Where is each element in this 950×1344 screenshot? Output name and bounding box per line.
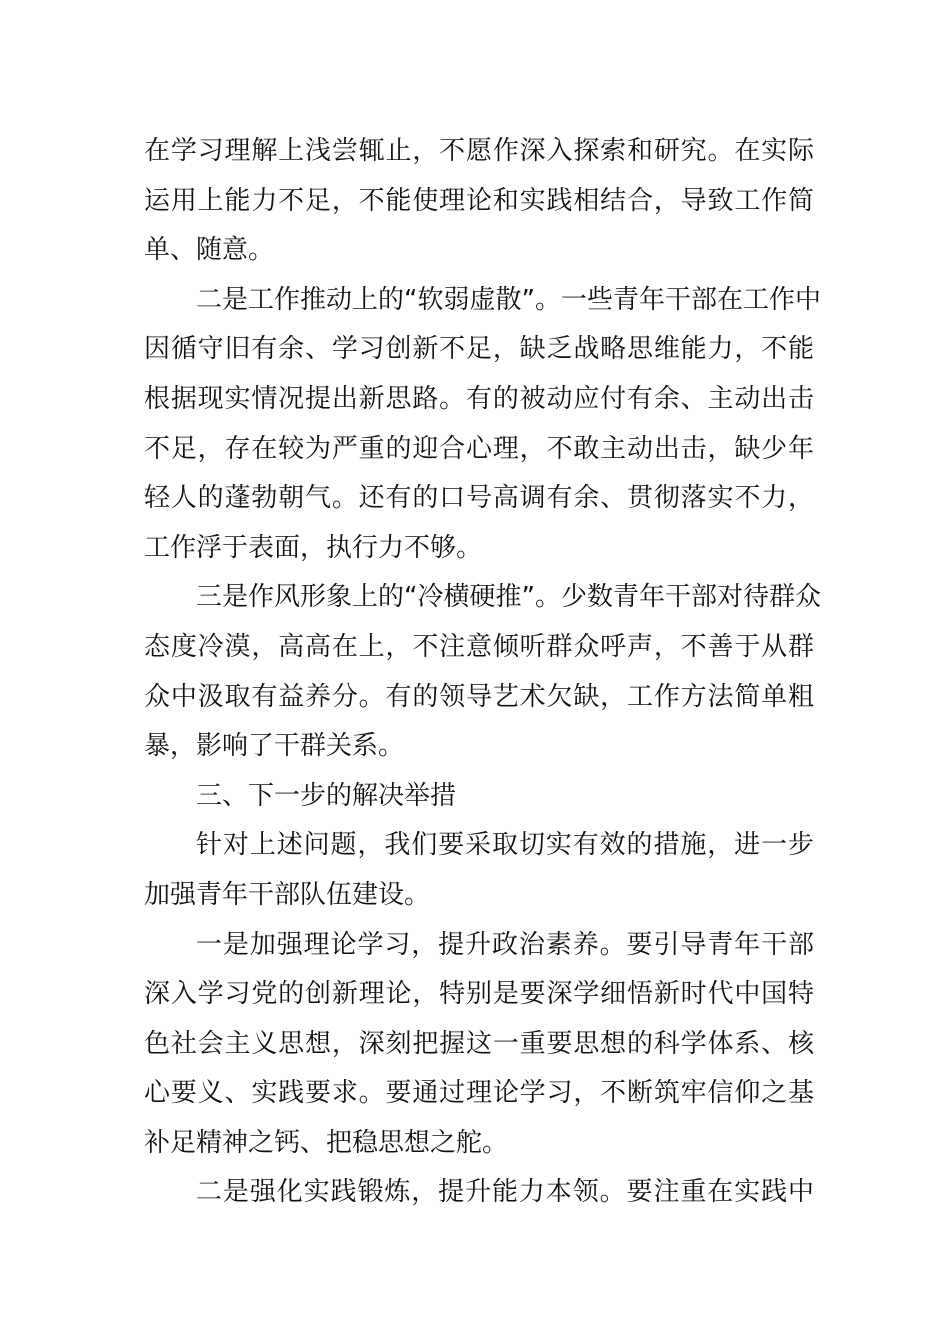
text-line: 在学习理解上浅尝辄止，不愿作深入探索和研究。在实际	[144, 136, 814, 166]
text-line: 因循守旧有余、学习创新不足，缺乏战略思维能力，不能	[144, 334, 814, 365]
text-line: 运用上能力不足，不能使理论和实践相结合，导致工作简	[144, 185, 814, 216]
text-line: 深入学习党的创新理论，特别是要深学细悟新时代中国特	[144, 979, 814, 1010]
text-line: 二是强化实践锻炼，提升能力本领。要注重在实践中	[196, 1177, 814, 1208]
text-line: 单、随意。	[144, 235, 275, 266]
text-line: 态度冷漠，高高在上，不注意倾听群众呼声，不善于从群	[144, 631, 814, 662]
text-line: 工作浮于表面，执行力不够。	[144, 532, 483, 563]
text-line: 一是加强理论学习，提升政治素养。要引导青年干部	[196, 929, 814, 960]
text-line: 众中汲取有益养分。有的领导艺术欠缺，工作方法简单粗	[144, 681, 814, 712]
document-body	[144, 127, 821, 1218]
text-line: 补足精神之钙、把稳思想之舵。	[144, 1127, 509, 1158]
text-line: 轻人的蓬勃朝气。还有的口号高调有余、贯彻落实不力，	[144, 483, 814, 514]
text-line: 加强青年干部队伍建设。	[144, 879, 431, 910]
text-line: 针对上述问题，我们要采取切实有效的措施，进一步	[196, 830, 814, 861]
text-line: 暴，影响了干群关系。	[144, 731, 405, 762]
text-line: 二是工作推动上的“软弱虚散”。一些青年干部在工作中	[196, 284, 821, 315]
text-line: 心要义、实践要求。要通过理论学习，不断筑牢信仰之基	[144, 1078, 814, 1109]
text-line: 色社会主义思想，深刻把握这一重要思想的科学体系、核	[144, 1028, 814, 1059]
section-heading: 三、下一步的解决举措	[196, 780, 457, 811]
text-line: 三是作风形象上的“冷横硬推”。少数青年干部对待群众	[196, 582, 821, 613]
text-line: 不足，存在较为严重的迎合心理，不敢主动出击，缺少年	[144, 433, 814, 464]
text-line: 根据现实情况提出新思路。有的被动应付有余、主动出击	[144, 383, 814, 414]
